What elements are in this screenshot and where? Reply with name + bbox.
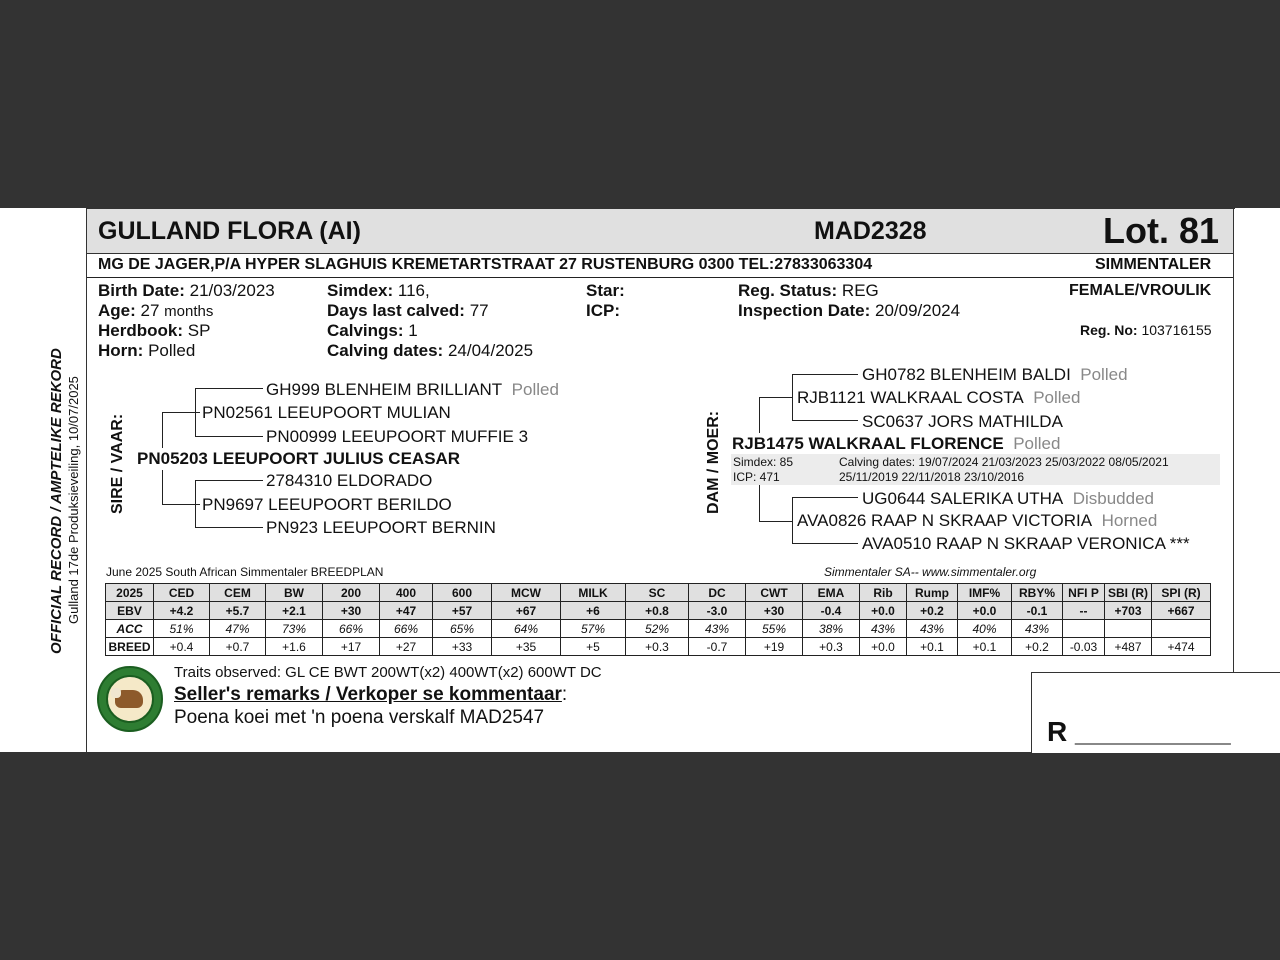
breed-cell: +0.2: [1012, 638, 1063, 656]
ebv-cell: +30: [746, 602, 803, 620]
pedigree-line: [195, 436, 263, 437]
breed-cell: +0.3: [626, 638, 689, 656]
ebv-header-cell: MCW: [492, 584, 561, 602]
acc-cell: 52%: [626, 620, 689, 638]
acc-cell: 47%: [210, 620, 266, 638]
acc-cell: 65%: [433, 620, 492, 638]
remarks-text: Poena koei met 'n poena verskalf MAD2547: [174, 707, 545, 728]
sire-name: PN05203 LEEUPOORT JULIUS CEASAR: [137, 449, 461, 468]
pedigree-line: [162, 412, 200, 413]
acc-cell: [1105, 620, 1152, 638]
pedigree-line: [195, 388, 263, 389]
breed-cell: +0.4: [154, 638, 210, 656]
acc-cell: 66%: [380, 620, 433, 638]
pedigree-line: [162, 470, 163, 504]
star: Star:: [586, 281, 625, 300]
dam-dam-dam: AVA0510 RAAP N SKRAAP VERONICA ***: [862, 534, 1190, 553]
breed-cell: +27: [380, 638, 433, 656]
ebv-header-cell: Rib: [860, 584, 907, 602]
ebv-header-cell: 2025: [106, 584, 154, 602]
breed-cell: +487: [1105, 638, 1152, 656]
breedplan-title: June 2025 South African Simmentaler BREEDPLAN: [106, 565, 384, 579]
simmentaler-logo-icon: [97, 666, 163, 732]
dam-calving-dates: Calving dates: 19/07/2024 21/03/2023 25/03/2022 08/05/2021: [839, 455, 1169, 469]
sire-dam: PN9697 LEEUPOORT BERILDO: [202, 495, 452, 514]
ebv-header-cell: CED: [154, 584, 210, 602]
pedigree-line: [792, 543, 858, 544]
pedigree-line: [792, 497, 793, 543]
acc-cell: [1063, 620, 1105, 638]
breed-name: SIMMENTALER: [1095, 256, 1212, 273]
breed-row: [106, 638, 1211, 656]
breed-cell: +474: [1152, 638, 1211, 656]
acc-cell: ACC: [106, 620, 154, 638]
pedigree-line: [759, 397, 760, 433]
lot-number: Lot. 81: [1103, 210, 1220, 251]
ebv-cell: +6: [561, 602, 626, 620]
animal-name: GULLAND FLORA (AI): [98, 217, 361, 245]
breed-cell: BREED: [106, 638, 154, 656]
ebv-cell: +2.1: [266, 602, 323, 620]
pedigree-line: [759, 485, 760, 521]
remarks-heading: Seller's remarks / Verkoper se kommentaar:: [174, 684, 568, 705]
ebv-cell: +0.8: [626, 602, 689, 620]
ebv-cell: +47: [380, 602, 433, 620]
reg-no: Reg. No: 103716155: [1080, 322, 1212, 338]
age: Age: 27 months: [98, 301, 214, 320]
acc-cell: 43%: [907, 620, 958, 638]
price-field[interactable]: R __________: [1047, 716, 1231, 747]
card-frame-right: [1233, 208, 1234, 674]
ebv-cell: -0.4: [803, 602, 860, 620]
acc-cell: 38%: [803, 620, 860, 638]
acc-cell: 43%: [860, 620, 907, 638]
calving-dates: Calving dates: 24/04/2025: [327, 341, 534, 360]
pedigree-line: [792, 374, 858, 375]
sire-dam-sire: 2784310 ELDORADO: [266, 471, 433, 490]
pedigree-line: [195, 480, 196, 528]
birth-date: Birth Date: 21/03/2023: [98, 281, 275, 300]
sire-dam-dam: PN923 LEEUPOORT BERNIN: [266, 518, 496, 537]
acc-cell: 57%: [561, 620, 626, 638]
acc-cell: 43%: [689, 620, 746, 638]
acc-cell: 51%: [154, 620, 210, 638]
acc-cell: 64%: [492, 620, 561, 638]
ebv-header-row: [106, 584, 1211, 602]
pedigree-line: [759, 521, 793, 522]
ebv-cell: +0.0: [860, 602, 907, 620]
ebv-header-cell: 600: [433, 584, 492, 602]
breed-cell: +0.1: [907, 638, 958, 656]
breed-cell: +19: [746, 638, 803, 656]
ebv-header-cell: IMF%: [958, 584, 1012, 602]
ebv-header-cell: CEM: [210, 584, 266, 602]
ebv-header-cell: 400: [380, 584, 433, 602]
pedigree-line: [792, 497, 858, 498]
ebv-header-cell: DC: [689, 584, 746, 602]
horn: Horn: Polled: [98, 341, 196, 360]
breed-cell: -0.03: [1063, 638, 1105, 656]
breeder-address: MG DE JAGER,P/A HYPER SLAGHUIS KREMETARTSTRAAT 27 RUSTENBURG 0300 TEL:27833063304: [98, 256, 873, 273]
simdex: Simdex: 116,: [327, 281, 430, 300]
official-record-label: OFFICIAL RECORD / AMPTELIKE REKORD: [48, 348, 65, 654]
ebv-header-cell: MILK: [561, 584, 626, 602]
breed-cell: +0.3: [803, 638, 860, 656]
ebv-header-cell: BW: [266, 584, 323, 602]
ebv-header-cell: EMA: [803, 584, 860, 602]
ebv-cell: +30: [323, 602, 380, 620]
ebv-header-cell: SBI (R): [1105, 584, 1152, 602]
sale-label: Gulland 17de Produksieveiling, 10/07/2025: [66, 376, 81, 624]
dam-dam-sire: UG0644 SALERIKA UTHA Disbudded: [862, 489, 1154, 508]
breed-cell: +17: [323, 638, 380, 656]
ebv-cell: +0.0: [958, 602, 1012, 620]
dam-sire: RJB1121 WALKRAAL COSTA Polled: [797, 388, 1081, 407]
ebv-cell: -3.0: [689, 602, 746, 620]
breed-cell: +0.1: [958, 638, 1012, 656]
icp: ICP:: [586, 301, 620, 320]
ebv-cell: +667: [1152, 602, 1211, 620]
acc-row: [106, 620, 1211, 638]
dam-sire-dam: SC0637 JORS MATHILDA: [862, 412, 1063, 431]
sire-label: SIRE / VAAR:: [109, 413, 126, 514]
breed-cell: -0.7: [689, 638, 746, 656]
reg-status: Reg. Status: REG: [738, 281, 879, 300]
sex: FEMALE/VROULIK: [1069, 282, 1212, 299]
dam-sire-sire: GH0782 BLENHEIM BALDI Polled: [862, 365, 1128, 384]
acc-cell: 66%: [323, 620, 380, 638]
dam-dam: AVA0826 RAAP N SKRAAP VICTORIA Horned: [797, 511, 1158, 530]
dam-label: DAM / MOER:: [705, 410, 722, 514]
pedigree-line: [195, 480, 263, 481]
ebv-cell: -0.1: [1012, 602, 1063, 620]
breed-cell: +33: [433, 638, 492, 656]
acc-cell: [1152, 620, 1211, 638]
breed-cell: +0.7: [210, 638, 266, 656]
lot-card: [0, 208, 1280, 752]
ebv-header-cell: Rump: [907, 584, 958, 602]
acc-cell: 73%: [266, 620, 323, 638]
ebv-header-cell: RBY%: [1012, 584, 1063, 602]
ebv-cell: +67: [492, 602, 561, 620]
dam-simdex: Simdex: 85: [733, 455, 794, 469]
ebv-cell: +5.7: [210, 602, 266, 620]
ebv-table: [105, 583, 1211, 656]
dam-icp: ICP: 471: [733, 470, 780, 484]
inspection-date: Inspection Date: 20/09/2024: [738, 301, 961, 320]
animal-code: MAD2328: [814, 217, 927, 245]
acc-cell: 43%: [1012, 620, 1063, 638]
ebv-row: [106, 602, 1211, 620]
ebv-header-cell: 200: [323, 584, 380, 602]
dam-name: RJB1475 WALKRAAL FLORENCE Polled: [732, 434, 1061, 453]
breed-cell: +0.0: [860, 638, 907, 656]
calvings: Calvings: 1: [327, 321, 418, 340]
ebv-cell: +0.2: [907, 602, 958, 620]
herdbook: Herdbook: SP: [98, 321, 211, 340]
sire-sire: PN02561 LEEUPOORT MULIAN: [202, 403, 451, 422]
ebv-cell: --: [1063, 602, 1105, 620]
days-last-calved: Days last calved: 77: [327, 301, 489, 320]
traits-observed: Traits observed: GL CE BWT 200WT(x2) 400WT(x2) 600WT DC: [174, 664, 602, 681]
ebv-cell: +703: [1105, 602, 1152, 620]
breedplan-site: Simmentaler SA-- www.simmentaler.org: [824, 565, 1037, 579]
breed-cell: +1.6: [266, 638, 323, 656]
breed-cell: +5: [561, 638, 626, 656]
pedigree-line: [195, 527, 263, 528]
pedigree-line: [162, 412, 163, 448]
ebv-cell: +4.2: [154, 602, 210, 620]
divider: [87, 277, 1233, 278]
pedigree-line: [759, 397, 793, 398]
ebv-cell: EBV: [106, 602, 154, 620]
dam-calving-dates-2: 25/11/2019 22/11/2018 23/10/2016: [839, 470, 1025, 484]
ebv-header-cell: SPI (R): [1152, 584, 1211, 602]
breed-cell: +35: [492, 638, 561, 656]
ebv-header-cell: NFI P: [1063, 584, 1105, 602]
pedigree-line: [792, 420, 858, 421]
acc-cell: 55%: [746, 620, 803, 638]
ebv-cell: +57: [433, 602, 492, 620]
ebv-header-cell: SC: [626, 584, 689, 602]
sire-sire-dam: PN00999 LEEUPOORT MUFFIE 3: [266, 427, 529, 446]
acc-cell: 40%: [958, 620, 1012, 638]
ebv-header-cell: CWT: [746, 584, 803, 602]
sire-sire-sire: GH999 BLENHEIM BRILLIANT Polled: [266, 380, 559, 399]
